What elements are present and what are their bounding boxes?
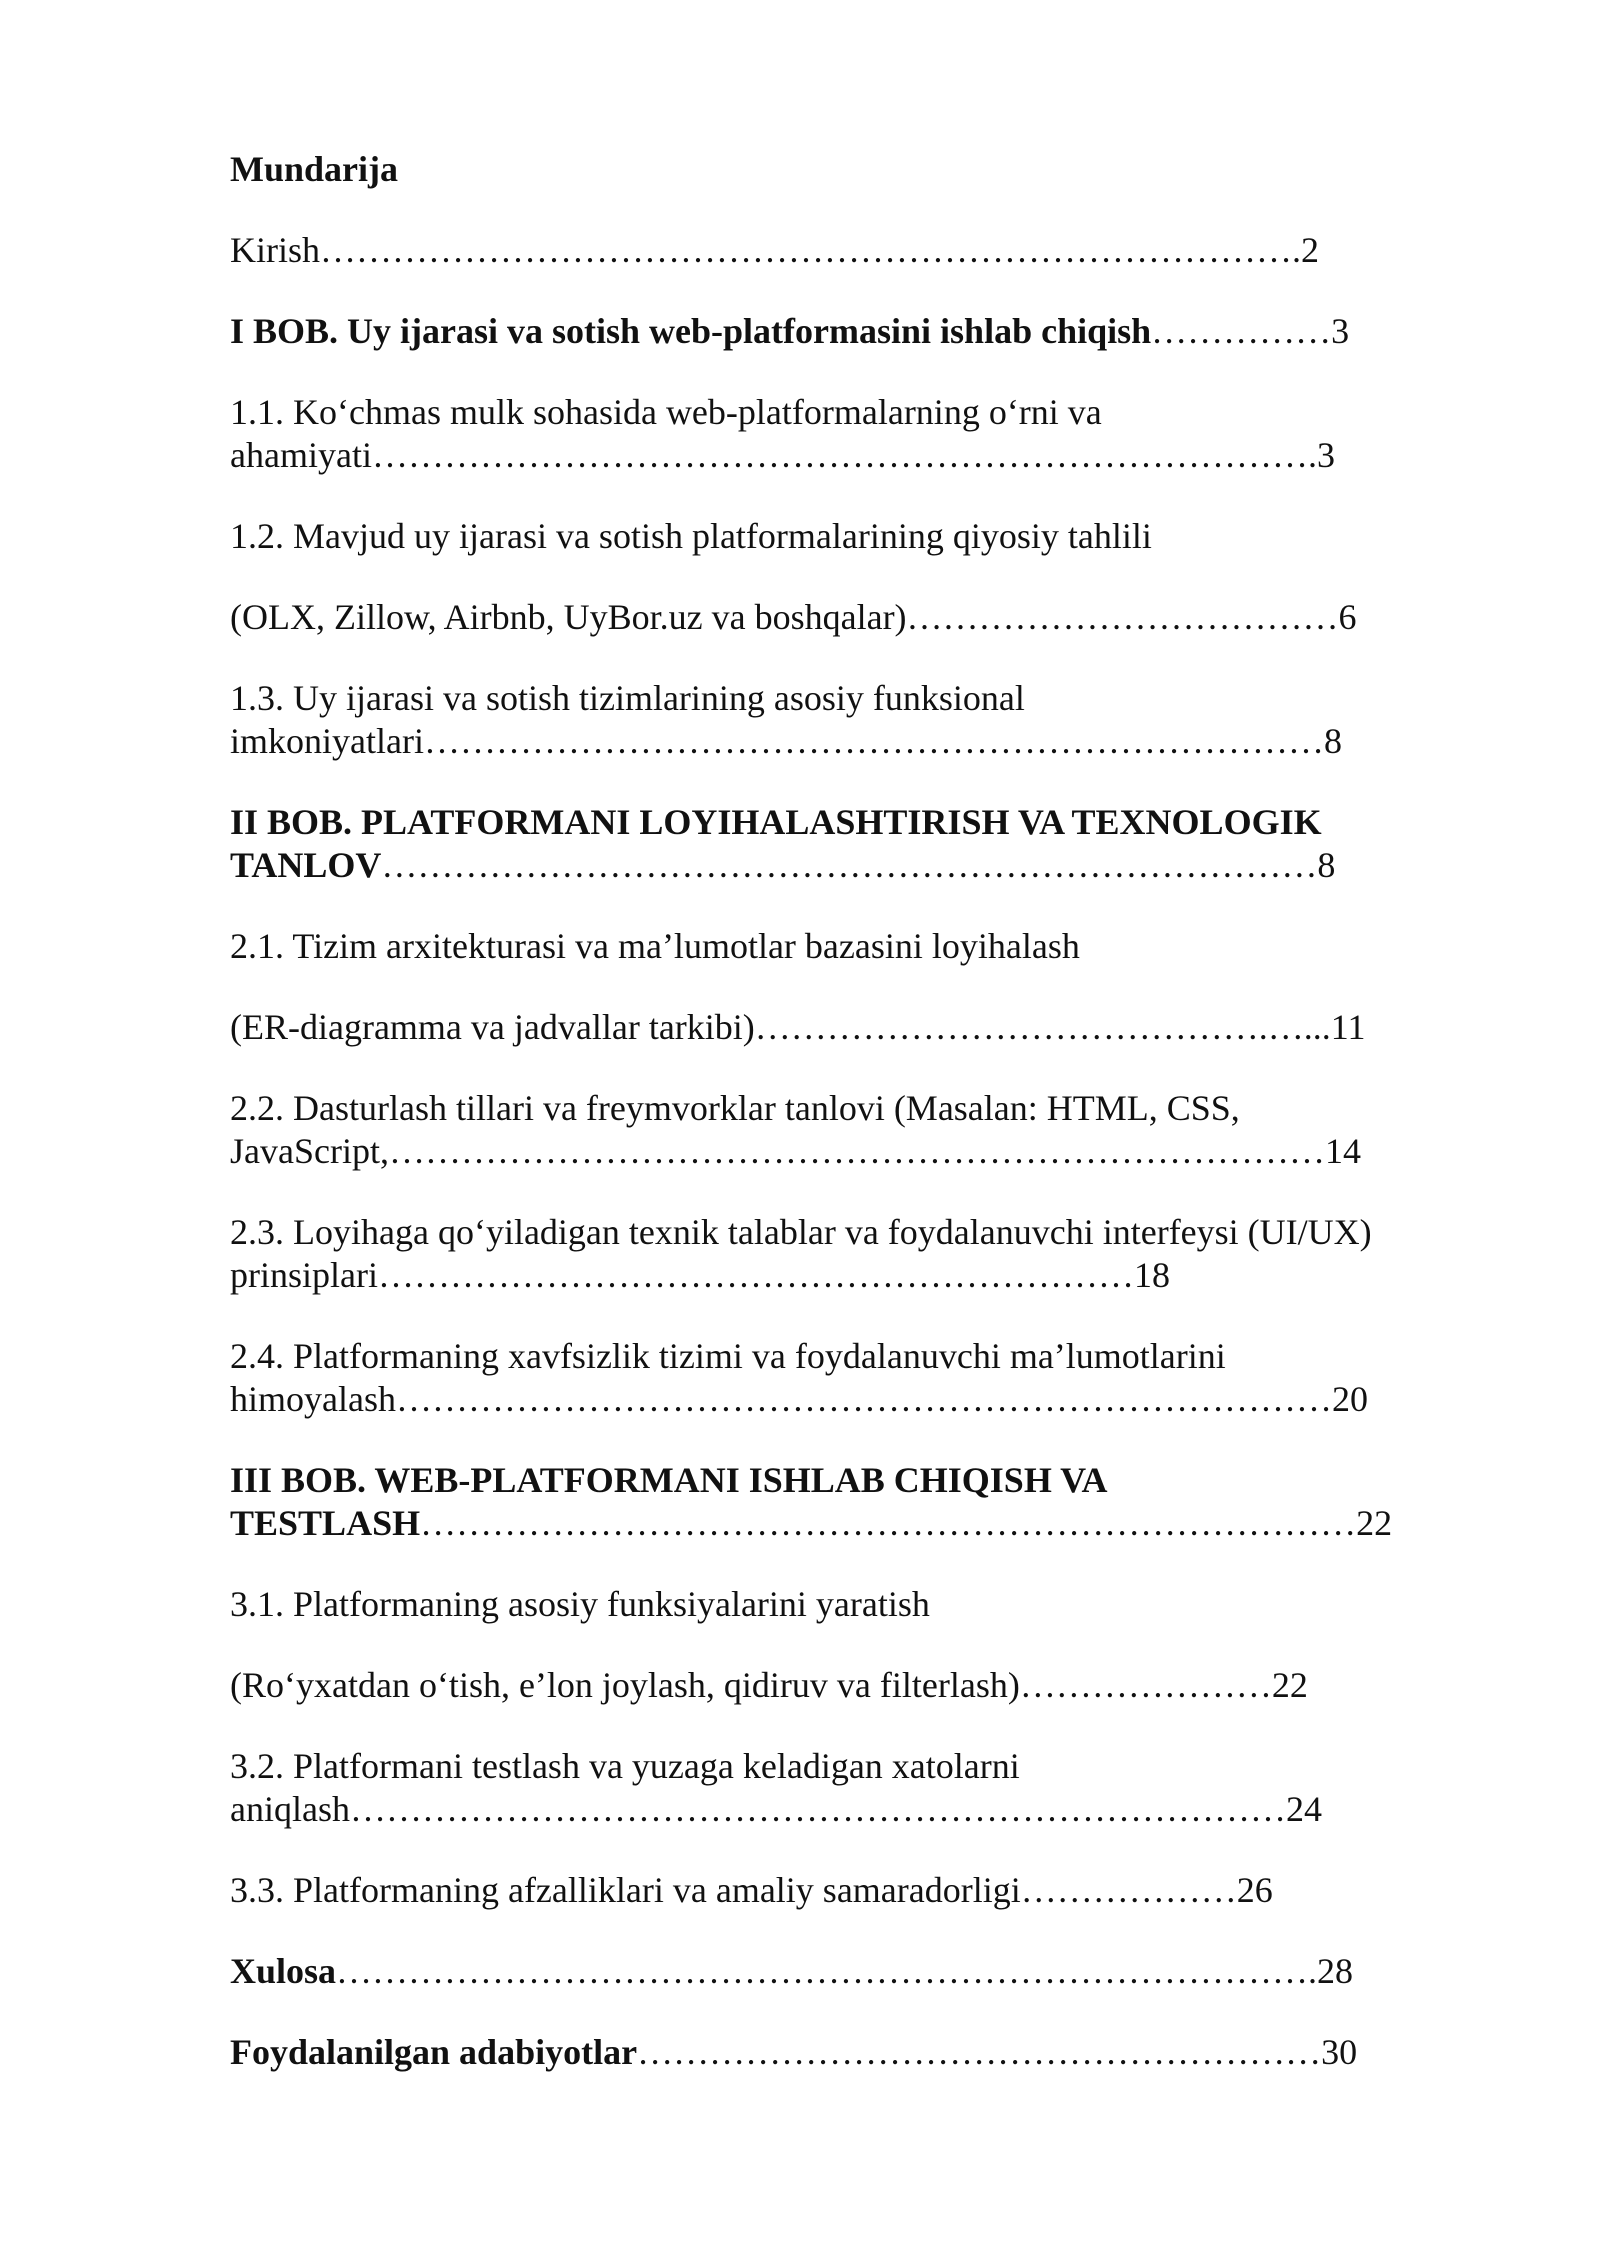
toc-line: 3.2. Platformani testlash va yuzaga keladigan xatolarni: [230, 1746, 1020, 1786]
toc-entry-1-2[interactable]: [230, 515, 1500, 558]
toc-entry-1-1[interactable]: [230, 391, 1500, 477]
toc-line: 3.1. Platformaning asosiy funksiyalarini yaratish: [230, 1584, 930, 1624]
toc-line: [230, 2031, 1500, 2074]
toc-entry-3-2[interactable]: [230, 1745, 1500, 1831]
toc-line: prinsiplari………………………………………………………18: [230, 1255, 1170, 1295]
toc-leader-page: …………………………………………………30: [637, 2032, 1358, 2072]
toc-line: [230, 1502, 1500, 1545]
toc-entry-kirish[interactable]: [230, 229, 1500, 272]
toc-entry-3-1-continued[interactable]: [230, 1664, 1500, 1707]
toc-entry-2-1[interactable]: [230, 925, 1500, 968]
toc-line: aniqlash……………………………………………………………………24: [230, 1789, 1322, 1829]
page-title: Mundarija: [230, 149, 399, 189]
toc-line: [230, 844, 1500, 887]
chapter-heading-cont: TANLOV: [230, 845, 382, 885]
toc-line: JavaScript,……………………………………………………………………14: [230, 1131, 1361, 1171]
toc-entry-3-3[interactable]: [230, 1869, 1500, 1912]
document-page: [230, 148, 1500, 2112]
toc-entry-1-3[interactable]: [230, 677, 1500, 763]
toc-entry-2-2[interactable]: [230, 1087, 1500, 1173]
toc-line: [230, 310, 1500, 353]
toc-leader-page: ……………………………………………………………………22: [420, 1503, 1393, 1543]
toc-line: Kirish……………………………………………………………………….2: [230, 230, 1319, 270]
toc-entry-2-1-continued[interactable]: [230, 1006, 1500, 1049]
toc-entry-chapter-3[interactable]: [230, 1459, 1500, 1545]
toc-line: (OLX, Zillow, Airbnb, UyBor.uz va boshqalar)………………………………6: [230, 597, 1357, 637]
toc-entry-1-2-continued[interactable]: [230, 596, 1500, 639]
toc-entry-2-3[interactable]: [230, 1211, 1500, 1297]
toc-line: 2.3. Loyihaga qo‘yiladigan texnik talablar va foydalanuvchi interfeysi (UI/UX): [230, 1212, 1372, 1252]
section-heading: Xulosa: [230, 1951, 337, 1991]
toc-entry-3-1[interactable]: [230, 1583, 1500, 1626]
chapter-heading-cont: TESTLASH: [230, 1503, 421, 1543]
toc-line: imkoniyatlari…………………………………………………………………8: [230, 721, 1342, 761]
section-heading: Foydalanilgan adabiyotlar: [230, 2032, 638, 2072]
toc-entry-adabiyotlar[interactable]: [230, 2031, 1500, 2074]
toc-line: 1.1. Ko‘chmas mulk sohasida web-platformalarning o‘rni va: [230, 392, 1102, 432]
chapter-heading: I BOB. Uy ijarasi va sotish web-platformasini ishlab chiqish: [230, 311, 1152, 351]
toc-line: 3.3. Platformaning afzalliklari va amaliy samaradorligi………………26: [230, 1870, 1273, 1910]
toc-leader-page: ……………………………………………………………………….28: [336, 1951, 1354, 1991]
toc-line: (ER-diagramma va jadvallar tarkibi)…………………………………….…...11: [230, 1007, 1366, 1047]
toc-line: [230, 1950, 1500, 1993]
toc-leader-page: ……………………………………………………………………8: [381, 845, 1336, 885]
toc-line: 1.3. Uy ijarasi va sotish tizimlarining asosiy funksional: [230, 678, 1025, 718]
toc-line: 2.2. Dasturlash tillari va freymvorklar tanlovi (Masalan: HTML, CSS,: [230, 1088, 1240, 1128]
toc-line: ahamiyati…………………………………………………………………….3: [230, 435, 1335, 475]
toc-line: himoyalash……………………………………………………………………20: [230, 1379, 1368, 1419]
toc-line: 2.4. Platformaning xavfsizlik tizimi va foydalanuvchi ma’lumotlarini: [230, 1336, 1226, 1376]
chapter-heading: II BOB. PLATFORMANI LOYIHALASHTIRISH VA TEXNOLOGIK: [230, 802, 1322, 842]
toc-entry-chapter-2[interactable]: [230, 801, 1500, 887]
toc-line: (Ro‘yxatdan o‘tish, e’lon joylash, qidiruv va filterlash)…………………22: [230, 1665, 1308, 1705]
toc-entry-2-4[interactable]: [230, 1335, 1500, 1421]
chapter-heading: III BOB. WEB-PLATFORMANI ISHLAB CHIQISH VA: [230, 1460, 1108, 1500]
toc-entry-chapter-1[interactable]: [230, 310, 1500, 353]
toc-line: 1.2. Mavjud uy ijarasi va sotish platformalarining qiyosiy tahlili: [230, 516, 1152, 556]
toc-line: 2.1. Tizim arxitekturasi va ma’lumotlar bazasini loyihalash: [230, 926, 1080, 966]
toc-entry-xulosa[interactable]: [230, 1950, 1500, 1993]
toc-leader-page: ……………3: [1151, 311, 1350, 351]
